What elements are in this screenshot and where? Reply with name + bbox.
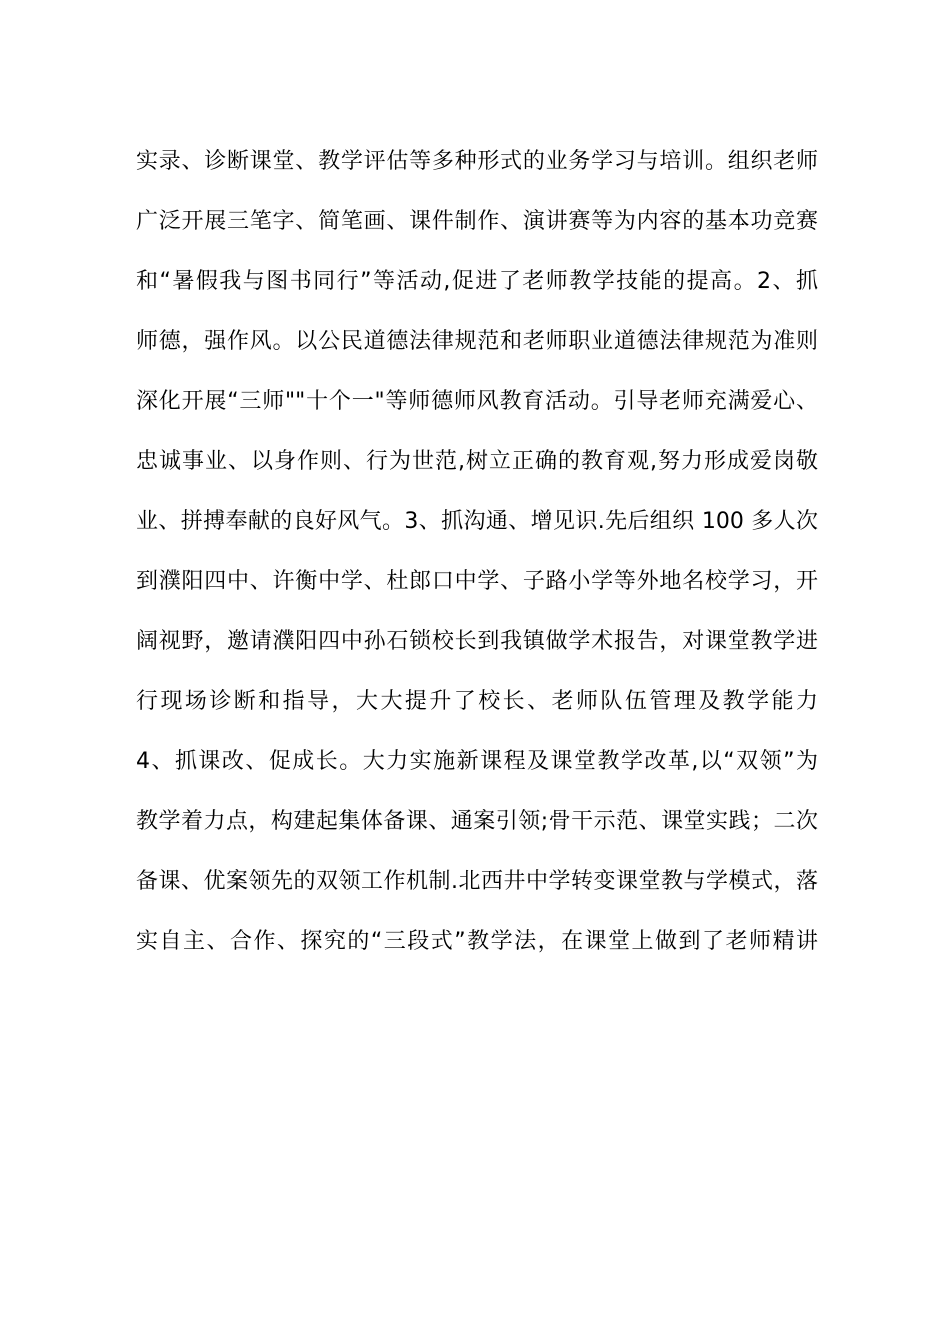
text-line-14: 实自主、合作、探究的“三段式”教学法，在课堂上做到了老师精讲 [136, 929, 818, 954]
text-line-4: 师德，强作风。以公民道德法律规范和老师职业道德法律规范为准则 [136, 329, 818, 354]
text-line-7: 业、拼搏奉献的良好风气。3、抓沟通、增见识.先后组织 100 多人次 [136, 509, 818, 534]
text-line-3: 和“暑假我与图书同行”等活动,促进了老师教学技能的提高。2、抓 [136, 269, 818, 294]
text-line-12: 教学着力点，构建起集体备课、通案引领;骨干示范、课堂实践；二次 [136, 809, 818, 834]
body-text [136, 140, 818, 980]
text-line-6: 忠诚事业、以身作则、行为世范,树立正确的教育观,努力形成爱岗敬 [136, 449, 818, 474]
text-line-2: 广泛开展三笔字、简笔画、课件制作、演讲赛等为内容的基本功竞赛 [136, 209, 818, 234]
text-line-9: 阔视野，邀请濮阳四中孙石锁校长到我镇做学术报告，对课堂教学进 [136, 629, 818, 654]
text-line-5: 深化开展“三师""十个一"等师德师风教育活动。引导老师充满爱心、 [136, 389, 818, 414]
text-line-8: 到濮阳四中、许衡中学、杜郎口中学、子路小学等外地名校学习，开 [136, 569, 818, 594]
text-line-11: 4、抓课改、促成长。大力实施新课程及课堂教学改革,以“双领”为 [136, 749, 818, 774]
text-line-13: 备课、优案领先的双领工作机制.北西井中学转变课堂教与学模式，落 [136, 869, 818, 894]
text-line-1: 实录、诊断课堂、教学评估等多种形式的业务学习与培训。组织老师 [136, 149, 818, 174]
text-line-10: 行现场诊断和指导，大大提升了校长、老师队伍管理及教学能力 [136, 689, 818, 714]
